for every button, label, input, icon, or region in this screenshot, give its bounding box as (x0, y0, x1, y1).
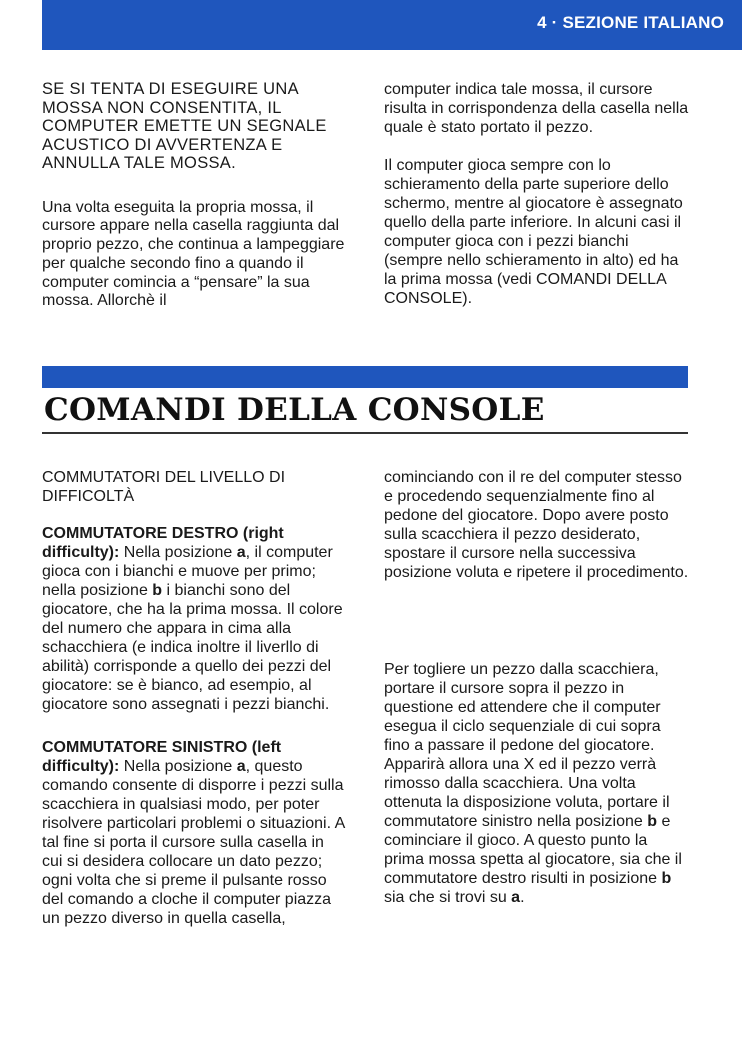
section-title: COMANDI DELLA CONSOLE (44, 392, 545, 428)
section-divider-bar (42, 366, 688, 388)
cursor-paragraph: Una volta eseguita la propria mossa, il cursore appare nella casella raggiunta dal proprio pezzo, che continua a lampeggiare per qualche secondo fino a quando il computer comincia a “pensare” la sua mossa. Allorchè il (42, 198, 345, 310)
section-label: 4 · SEZIONE ITALIANO (537, 13, 724, 32)
position-b-label: b (152, 582, 163, 599)
removal-text: . (520, 889, 525, 906)
position-b-label: b (661, 870, 672, 887)
position-b-label: b (647, 813, 658, 830)
removal-paragraph (384, 660, 690, 907)
right-switch-text: , il computer gioca con i bianchi e muove per primo; nella posizione (42, 544, 333, 599)
left-switch-text: Nella posizione (119, 758, 237, 775)
bottom-right-column (384, 468, 690, 907)
cursor-continued-paragraph: computer indica tale mossa, il cursore risulta in corrispondenza della casella nella quale è stato portato il pezzo. (384, 81, 689, 136)
removal-text: Per togliere un pezzo dalla scacchiera, portare il cursore sopra il pezzo in questione ed attendere che il computer esegua il ciclo sequenziale di cui sopra fino a passare il pedone del giocatore. Apparirà allora una X ed il pezzo verrà rimosso dalla scacchiera. Una volta ottenuta la disposizione voluta, portare il commutatore sinistro nella posizione (384, 661, 670, 830)
title-underline (42, 432, 688, 434)
right-switch-text: Nella posizione (119, 544, 237, 561)
left-switch-paragraph (42, 738, 347, 928)
computer-side-paragraph: Il computer gioca sempre con lo schieramento della parte superiore dello schermo, mentre al giocatore è assegnato quello della parte inferiore. In alcuni casi il computer gioca con i pezzi bianchi (sempre nello schieramento in alto) ed ha la prima mossa (vedi COMANDI DELLA CONSOLE). (384, 157, 683, 307)
top-left-column (42, 80, 347, 311)
placement-paragraph: cominciando con il re del computer stesso e procedendo sequenzialmente fino al pedone del giocatore. Dopo avere posto sulla scacchiera il pezzo desiderato, spostare il cursore nella successiva posizione voluta e ripetere il procedimento. (384, 469, 689, 581)
right-switch-heading: COMMUTATORE DESTRO (right difficulty): (42, 525, 284, 561)
left-switch-heading: COMMUTATORE SINISTRO (left difficulty): (42, 739, 282, 775)
position-a-label: a (236, 758, 246, 775)
right-switch-text: i bianchi sono del giocatore, che ha la prima mossa. Il colore del numero che appara in cima alla schacchiera (e indica inoltre il liverllo di abilità) corrisponde a quello dei pezzi del giocatore: se è bianco, ad esempio, al giocatore sono assegnati i pezzi bianchi. (42, 582, 343, 713)
left-switch-text: , questo comando consente di disporre i pezzi sulla scacchiera in qualsiasi modo, per poter risolvere particolari problemi o situazioni. A tal fine si porta il cursore sulla casella in cui si desidera collocare un dato pezzo; ogni volta che si preme il pulsante rosso del comando a cloche il computer piazza un pezzo diverso in quella casella, (42, 758, 345, 927)
position-a-label: a (236, 544, 246, 561)
right-switch-paragraph (42, 524, 347, 714)
warning-text: SE SI TENTA DI ESEGUIRE UNA MOSSA NON CONSENTITA, IL COMPUTER EMETTE UN SEGNALE ACUSTICO DI AVVERTENZA E ANNULLA TALE MOSSA. (42, 80, 327, 172)
position-a-label: a (511, 889, 521, 906)
top-right-column (384, 80, 690, 308)
header-bar (42, 0, 742, 50)
difficulty-subheading: COMMUTATORI DEL LIVELLO DI DIFFICOLTÀ (42, 469, 286, 505)
bottom-left-column (42, 468, 347, 928)
removal-text: sia che si trovi su (384, 889, 512, 906)
removal-text: e cominciare il gioco. A questo punto la prima mossa spetta al giocatore, sia che il commutatore destro risulti in posizione (384, 813, 682, 887)
